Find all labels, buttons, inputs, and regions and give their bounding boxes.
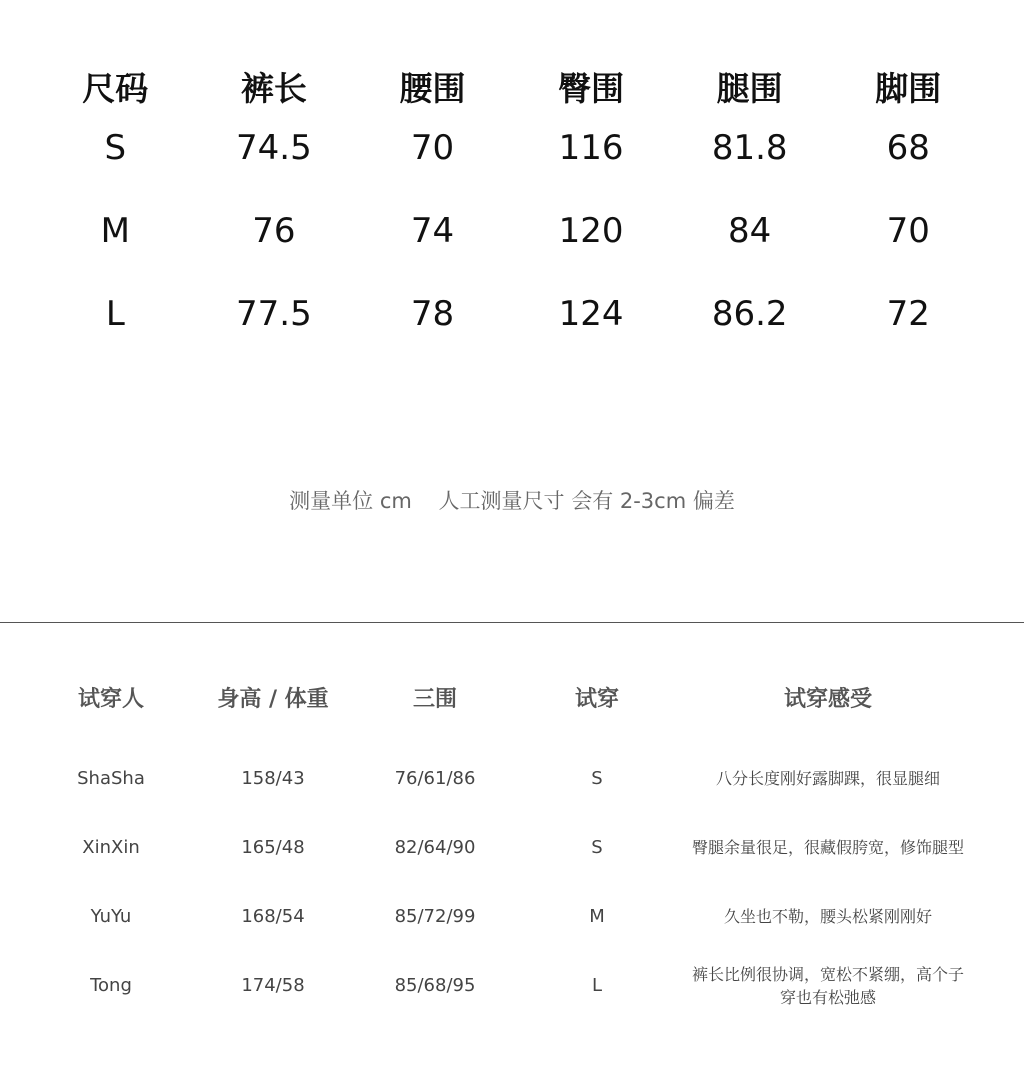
- fitting-row: [30, 744, 990, 813]
- size-cell: 116: [558, 127, 624, 168]
- size-chart-header-row: [36, 58, 988, 114]
- fitting-report-table: [30, 668, 990, 1020]
- fitting-row: [30, 813, 990, 882]
- fitting-cell-feedback: 久坐也不勒，腰头松紧刚刚好: [723, 907, 932, 926]
- fitting-row: [30, 882, 990, 951]
- size-header-waist: 腰围: [399, 68, 466, 108]
- size-chart-row: [36, 106, 988, 189]
- size-cell: 120: [558, 210, 624, 251]
- section-divider: [0, 622, 1024, 623]
- fitting-cell-feedback: 臀腿余量很足，很藏假胯宽，修饰腿型: [691, 838, 964, 857]
- size-header-length: 裤长: [240, 68, 307, 108]
- fitting-cell-height-weight: 174/58: [241, 975, 305, 996]
- fitting-header-measurements: 三围: [412, 686, 457, 712]
- fitting-header-row: [30, 668, 990, 726]
- fitting-cell-height-weight: 158/43: [241, 768, 305, 789]
- size-cell: 74.5: [236, 127, 312, 168]
- fitting-cell-height-weight: 168/54: [241, 906, 305, 927]
- size-chart-table: [36, 58, 988, 355]
- size-header-hem: 脚围: [875, 68, 942, 108]
- size-cell: L: [105, 293, 125, 334]
- fitting-cell-model: Tong: [90, 975, 132, 996]
- size-cell: 72: [886, 293, 930, 334]
- fitting-header-size-tried: 试穿: [574, 686, 619, 712]
- size-header-size: 尺码: [82, 68, 149, 108]
- size-cell: 124: [558, 293, 624, 334]
- size-cell: 74: [410, 210, 455, 251]
- size-header-hip: 臀围: [558, 68, 625, 108]
- size-cell: 70: [410, 127, 455, 168]
- fitting-cell-measurements: 82/64/90: [394, 837, 476, 858]
- size-cell: 76: [252, 210, 296, 251]
- fitting-header-feedback: 试穿感受: [783, 686, 872, 712]
- fitting-cell-model: ShaSha: [77, 768, 145, 789]
- size-cell: S: [104, 127, 127, 168]
- fitting-cell-size: L: [591, 975, 603, 996]
- fitting-cell-measurements: 85/68/95: [394, 975, 476, 996]
- fitting-cell-measurements: 85/72/99: [394, 906, 476, 927]
- size-cell: 81.8: [711, 127, 788, 168]
- fitting-cell-size: S: [591, 768, 603, 789]
- fitting-cell-feedback: 裤长比例很协调，宽松不紧绷，高个子穿也有松弛感: [691, 964, 964, 1007]
- size-cell: 84: [728, 210, 772, 251]
- fitting-cell-feedback: 八分长度刚好露脚踝，很显腿细: [715, 769, 940, 788]
- fitting-cell-size: S: [591, 837, 603, 858]
- size-chart-row: [36, 272, 988, 355]
- fitting-cell-model: YuYu: [90, 906, 132, 927]
- size-cell: 78: [410, 293, 455, 334]
- measurement-note: 测量单位 cm 人工测量尺寸 会有 2-3cm 偏差: [289, 489, 735, 513]
- size-header-thigh: 腿围: [716, 68, 783, 108]
- fitting-cell-height-weight: 165/48: [241, 837, 305, 858]
- size-cell: 86.2: [711, 293, 788, 334]
- size-cell: 77.5: [236, 293, 312, 334]
- fitting-cell-model: XinXin: [82, 837, 140, 858]
- fitting-cell-measurements: 76/61/86: [394, 768, 476, 789]
- fitting-header-height-weight: 身高 / 体重: [217, 686, 329, 712]
- fitting-row: [30, 951, 990, 1020]
- fitting-cell-size: M: [589, 906, 605, 927]
- size-chart-row: [36, 189, 988, 272]
- size-cell: 68: [886, 127, 930, 168]
- size-cell: 70: [886, 210, 930, 251]
- fitting-header-model: 试穿人: [77, 686, 144, 712]
- size-cell: M: [100, 210, 130, 251]
